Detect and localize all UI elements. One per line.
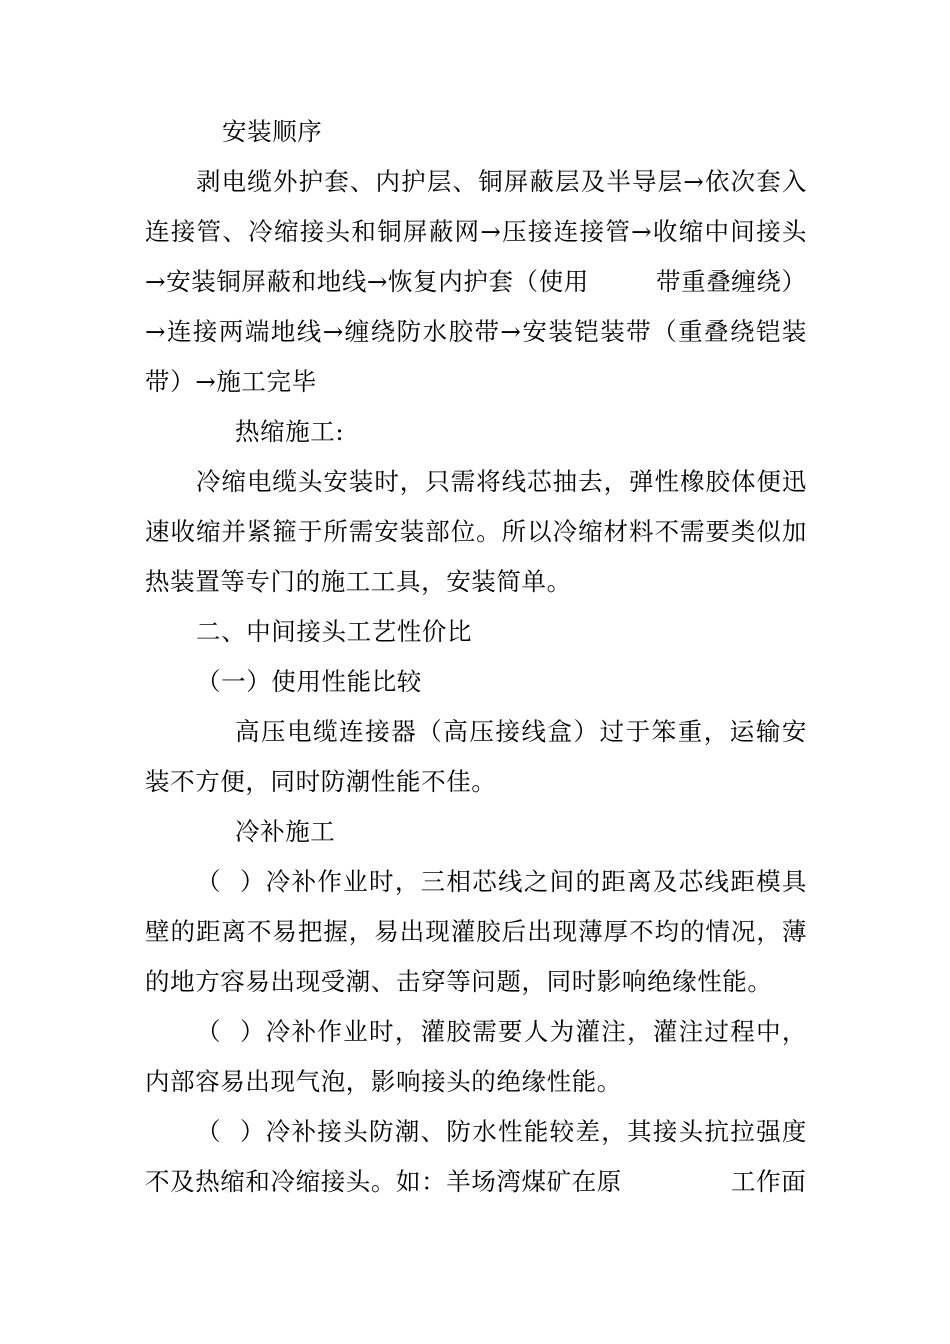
- text-line: 速收缩并紧箍于所需安装部位。所以冷缩材料不需要类似加: [145, 517, 807, 546]
- text-line: 装不方便，同时防潮性能不佳。: [145, 767, 497, 796]
- text-line: →安装铜屏蔽和地线→恢复内护套（使用: [145, 267, 589, 296]
- subsection-heading: （一）使用性能比较: [196, 667, 422, 696]
- text-line: （ ）冷补作业时，三相芯线之间的距离及芯线距模具: [196, 867, 807, 896]
- section-heading: 热缩施工:: [235, 417, 345, 446]
- section-heading: 冷补施工: [235, 817, 336, 846]
- text-line: 剥电缆外护套、内护层、铜屏蔽层及半导层→依次套入: [196, 167, 807, 196]
- text-line: 带重叠缠绕）: [656, 267, 807, 296]
- text-line: 安装顺序: [222, 117, 323, 146]
- text-line: （ ）冷补接头防潮、防水性能较差，其接头抗拉强度: [196, 1117, 807, 1146]
- text-line: 热装置等专门的施工工具，安装简单。: [145, 567, 572, 596]
- text-line: 的地方容易出现受潮、击穿等问题，同时影响绝缘性能。: [145, 967, 773, 996]
- text-line: 带）→施工完毕: [145, 367, 317, 396]
- text-line: 连接管、冷缩接头和铜屏蔽网→压接连接管→收缩中间接头: [145, 217, 807, 246]
- text-line: 冷缩电缆头安装时，只需将线芯抽去，弹性橡胶体便迅: [196, 467, 807, 496]
- text-line: 高压电缆连接器（高压接线盒）过于笨重，运输安: [235, 717, 807, 746]
- text-line: 壁的距离不易把握，易出现灌胶后出现薄厚不均的情况，薄: [145, 917, 807, 946]
- text-line: 不及热缩和冷缩接头。如：羊场湾煤矿在原: [145, 1167, 622, 1196]
- text-line: →连接两端地线→缠绕防水胶带→安装铠装带（重叠绕铠装: [145, 317, 807, 346]
- text-line: （ ）冷补作业时，灌胶需要人为灌注，灌注过程中，: [196, 1017, 807, 1046]
- text-line: 内部容易出现气泡，影响接头的绝缘性能。: [145, 1067, 622, 1096]
- text-line: 工作面: [731, 1167, 807, 1196]
- section-heading: 二、中间接头工艺性价比: [196, 617, 473, 646]
